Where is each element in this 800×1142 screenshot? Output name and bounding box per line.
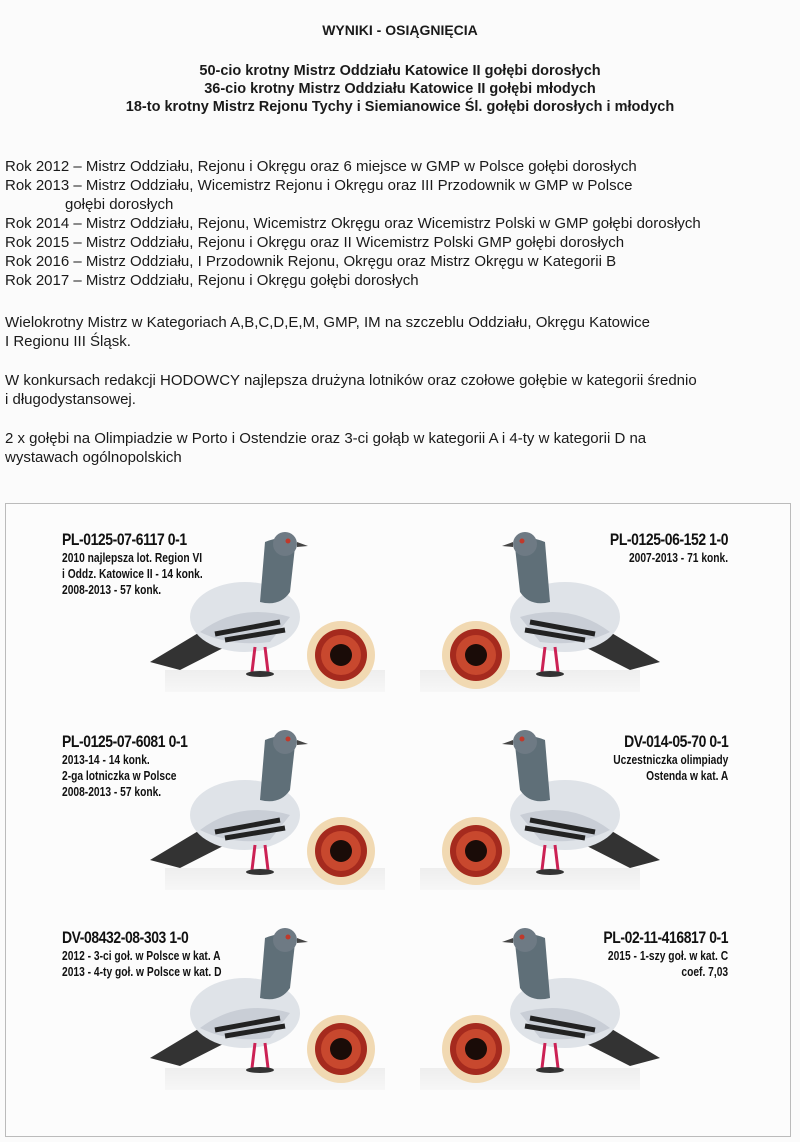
paragraph-line: Wielokrotny Mistrz w Kategoriach A,B,C,D,E,M, GMP, IM na szczeblu Oddziału, Okręgu Katowice (5, 314, 650, 331)
ring-number: PL-02-11-416817 0-1 (603, 928, 728, 947)
paragraph-hodowca (5, 371, 697, 409)
paragraph-line: 2 x gołębi na Olimpiadzie w Porto i Ostendzie oraz 3-ci gołąb w kategorii A i 4-ty w kategorii D na (5, 430, 647, 447)
paragraph-line: I Regionu III Śląsk. (5, 333, 131, 350)
page-title: WYNIKI - OSIĄGNIĘCIA (322, 22, 478, 38)
achievements-list (5, 157, 701, 290)
pigeon-caption (588, 732, 728, 784)
pigeons-panel (5, 503, 791, 1137)
paragraph-line: i długodystansowej. (5, 391, 136, 408)
caption-line: 2008-2013 - 57 konk. (62, 583, 162, 597)
subtitle-2: 36-cio krotny Mistrz Oddziału Katowice II gołębi młodych (204, 81, 596, 97)
ring-number: DV-014-05-70 0-1 (623, 732, 728, 751)
pigeon-eye-image (306, 816, 376, 886)
pigeon-caption (576, 928, 728, 980)
paragraph-olympics (5, 429, 646, 467)
year-line: Rok 2015 – Mistrz Oddziału, Rejonu i Okręgu oraz II Wicemistrz Polski GMP gołębi dorosłych (5, 234, 625, 251)
pigeon-eye-image (306, 620, 376, 690)
caption-line: 2007-2013 - 71 konk. (628, 551, 728, 565)
year-line: Rok 2016 – Mistrz Oddziału, I Przodownik Rejonu, Okręgu oraz Mistrz Okręgu w Kategorii B (5, 253, 617, 270)
ring-number: PL-0125-07-6081 0-1 (62, 732, 188, 751)
caption-line: i Oddz. Katowice II - 14 konk. (62, 567, 203, 581)
pigeon-eye-image (441, 1014, 511, 1084)
ring-number: PL-0125-06-152 1-0 (609, 530, 728, 549)
caption-line: 2008-2013 - 57 konk. (62, 785, 162, 799)
caption-line: Ostenda w kat. A (645, 769, 728, 783)
pigeon-caption (62, 928, 257, 980)
caption-line: 2012 - 3-ci goł. w Polsce w kat. A (62, 949, 221, 963)
caption-line: 2010 najlepsza lot. Region VI (62, 551, 203, 565)
pigeon-eye-image (306, 1014, 376, 1084)
caption-line: 2013-14 - 14 konk. (62, 753, 150, 767)
year-line: Rok 2014 – Mistrz Oddziału, Rejonu, Wicemistrz Okręgu oraz Wicemistrz Polski w GMP gołębi dorosłych (5, 215, 701, 232)
caption-line: coef. 7,03 (681, 965, 728, 979)
year-line: Rok 2012 – Mistrz Oddziału, Rejonu i Okręgu oraz 6 miejsce w GMP w Polsce gołębi dorosłych (5, 158, 637, 175)
caption-line: 2015 - 1-szy goł. w kat. C (607, 949, 728, 963)
ring-number: PL-0125-07-6117 0-1 (62, 530, 187, 549)
year-line-continued: gołębi dorosłych (65, 196, 174, 213)
paragraph-categories (5, 313, 650, 351)
pigeon-caption (62, 732, 215, 800)
paragraph-line: wystawach ogólnopolskich (5, 449, 182, 466)
pigeon-caption (584, 530, 728, 566)
year-line: Rok 2017 – Mistrz Oddziału, Rejonu i Okręgu gołębi dorosłych (5, 272, 419, 289)
pigeon-eye-image (441, 620, 511, 690)
pigeon-eye-image (441, 816, 511, 886)
paragraph-line: W konkursach redakcji HODOWCY najlepsza drużyna lotników oraz czołowe gołębie w kategorii średnio (5, 372, 697, 389)
caption-line: 2-ga lotniczka w Polsce (62, 769, 177, 783)
caption-line: Uczestniczka olimpiady (612, 753, 728, 767)
subtitle-1: 50-cio krotny Mistrz Oddziału Katowice II gołębi dorosłych (199, 63, 601, 79)
subtitle-3: 18-to krotny Mistrz Rejonu Tychy i Siemianowice Śl. gołębi dorosłych i młodych (125, 99, 675, 115)
caption-line: 2013 - 4-ty goł. w Polsce w kat. D (62, 965, 222, 979)
pigeon-caption (62, 530, 234, 598)
ring-number: DV-08432-08-303 1-0 (62, 928, 189, 947)
year-line: Rok 2013 – Mistrz Oddziału, Wicemistrz Rejonu i Okręgu oraz III Przodownik w GMP w Polsce (5, 177, 633, 194)
